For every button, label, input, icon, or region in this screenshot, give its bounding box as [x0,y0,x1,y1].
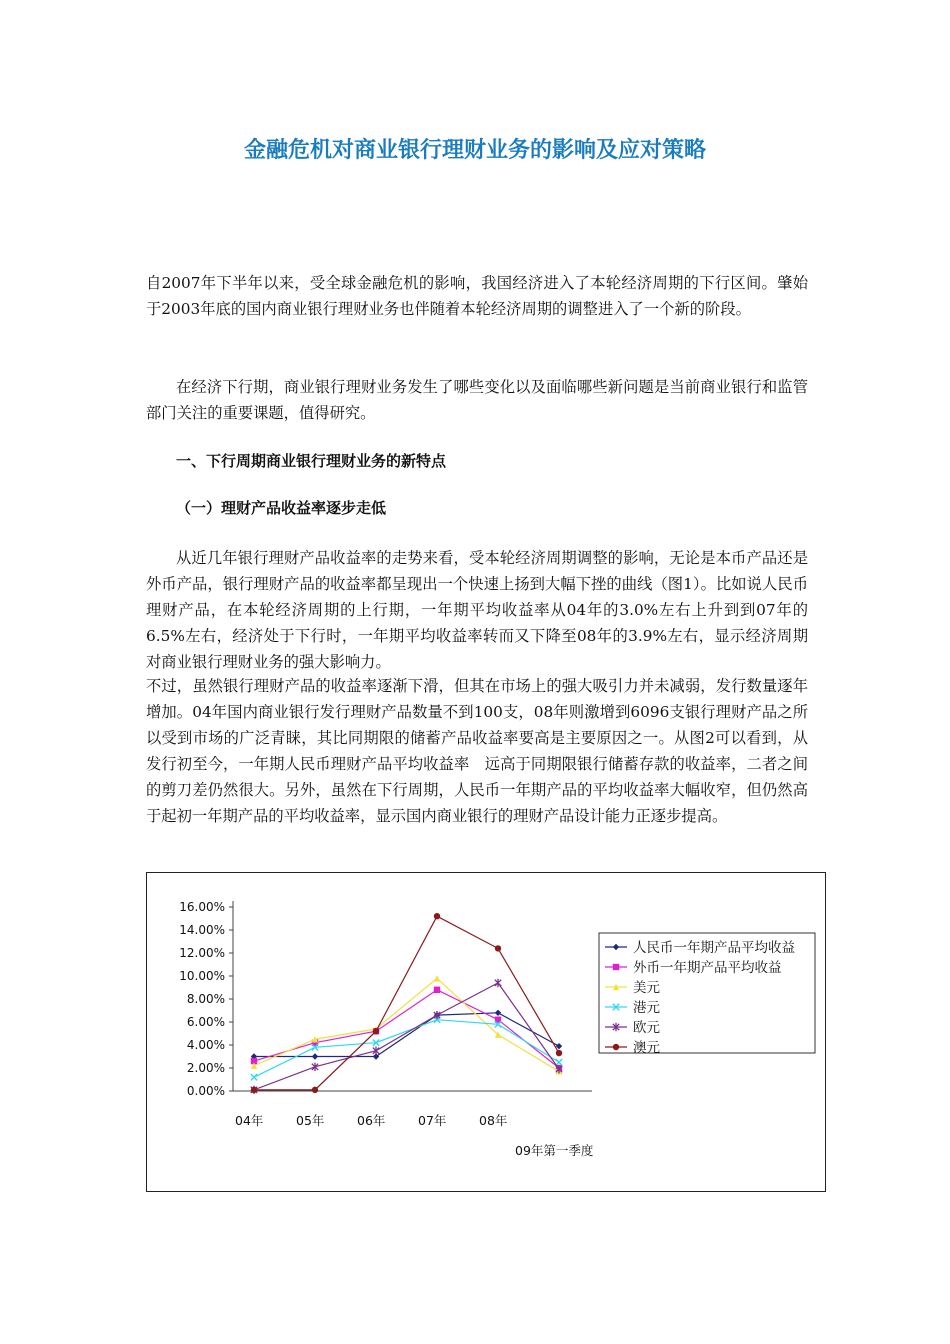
x-tick-label: 04年 [235,1113,264,1128]
data-point [434,975,440,981]
series-line [254,1013,559,1057]
data-point [613,964,619,970]
paragraph-attraction: 不过，虽然银行理财产品的收益率逐渐下滑，但其在市场上的强大吸引力并未减弱，发行数量逐年增加。04年国内商业银行发行理财产品数量不到100支，08年则激增到6096支银行理财产品之所以受到市场的广泛青睐，其比同期限的储蓄产品收益率要高是主要原因之一。从图2可以看到，从发行初至今，一年期人民币理财产品平均收益率 远高于同期限银行储蓄存款的收益率，二者之间的剪刀差仍然很大。另外，虽然在下行周期，人民币一年期产品的平均收益率大幅收窄，但仍然高于起初一年期产品的平均收益率，显示国内商业银行的理财产品设计能力正逐步提高。 [146,677,808,825]
y-tick-label: 14.00% [179,923,225,937]
legend-entry: 人民币一年期产品平均收益 [633,940,795,956]
x-tick-label: 06年 [357,1113,386,1128]
data-point [556,1050,562,1056]
x-tick-label: 09年第一季度 [515,1143,594,1158]
x-tick-label: 08年 [479,1113,508,1128]
paragraph-question: 在经济下行期，商业银行理财业务发生了哪些变化以及面临哪些新问题是当前商业银行和监管部门关注的重要课题，值得研究。 [146,378,808,422]
data-point [495,979,501,987]
legend-entry: 港元 [633,1000,660,1016]
data-point [495,945,501,951]
data-point [434,913,440,919]
data-point [312,1087,318,1093]
section-heading: 一、下行周期商业银行理财业务的新特点 [176,452,447,470]
data-point [251,1087,257,1093]
chart-frame [146,872,826,1192]
legend-entry: 美元 [633,980,660,996]
data-point [312,1053,318,1059]
y-tick-label: 16.00% [179,900,225,914]
y-tick-label: 8.00% [186,992,225,1006]
subsection-heading: （一）理财产品收益率逐步走低 [176,499,387,517]
series-line [254,1020,559,1077]
series-line [254,978,559,1071]
x-tick-label: 07年 [418,1113,447,1128]
data-point [434,987,440,993]
y-tick-label: 4.00% [186,1038,225,1052]
legend-entry: 澳元 [633,1040,660,1056]
data-point [495,1010,501,1016]
y-tick-label: 2.00% [186,1061,225,1075]
data-point [556,1059,562,1065]
data-point [613,1044,619,1050]
data-point [251,1074,257,1080]
y-tick-label: 0.00% [186,1084,225,1098]
x-tick-label: 05年 [296,1113,325,1128]
legend-entry: 欧元 [633,1020,660,1036]
document-title: 金融危机对商业银行理财业务的影响及应对策略 [243,138,706,163]
paragraph-trend: 从近几年银行理财产品收益率的走势来看，受本轮经济周期调整的影响，无论是本币产品还是外币产品，银行理财产品的收益率都呈现出一个快速上扬到大幅下挫的曲线（图1）。比如说人民币理财产品，在本轮经济周期的上行期，一年期平均收益率从04年的3.0%左右上升到到07年的6.5%左右，经济处于下行时，一年期平均收益率转而又下降至08年的3.9%左右，显示经济周期对商业银行理财业务的强大影响力。 [146,549,808,671]
paragraph-intro: 自2007年下半年以来，受全球金融危机的影响，我国经济进入了本轮经济周期的下行区间。肇始于2003年底的国内商业银行理财业务也伴随着本轮经济周期的调整进入了一个新的阶段。 [146,274,808,318]
yield-line-chart [147,873,825,1191]
y-tick-label: 12.00% [179,946,225,960]
y-tick-label: 6.00% [186,1015,225,1029]
data-point [373,1028,379,1034]
legend-entry: 外币一年期产品平均收益 [633,960,782,976]
y-tick-label: 10.00% [179,969,225,983]
